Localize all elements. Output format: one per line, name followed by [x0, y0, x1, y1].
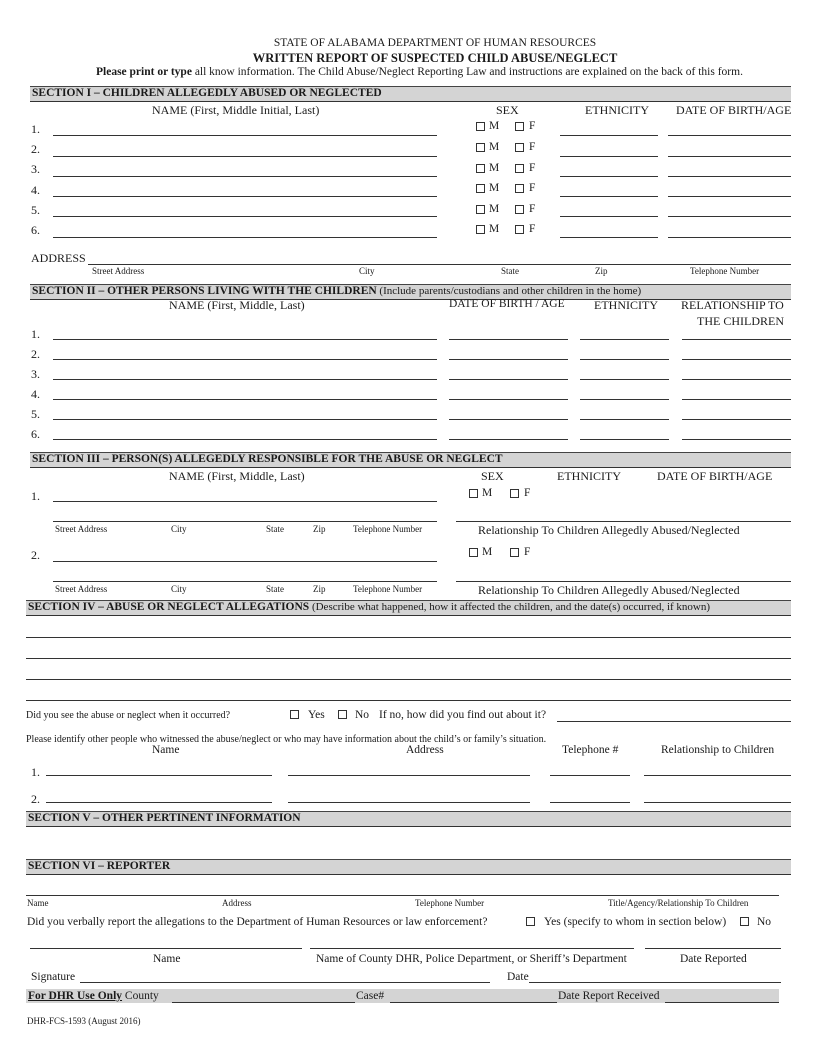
relationship-field[interactable]: [682, 339, 791, 340]
address-part-zip: Zip: [313, 524, 326, 534]
address-part-street: Street Address: [55, 524, 108, 534]
reporter-part-title: Title/Agency/Relationship To Children: [608, 898, 749, 908]
child-name-field[interactable]: [53, 216, 437, 217]
dob-field[interactable]: [449, 419, 568, 420]
s1-col-sex: SEX: [496, 103, 519, 117]
s3-col-sex: SEX: [481, 469, 504, 483]
female-checkbox[interactable]: [515, 205, 524, 214]
section-4-title: [28, 601, 710, 613]
s4-col-name: Name: [152, 744, 180, 756]
female-checkbox[interactable]: [515, 184, 524, 193]
address-part-phone: Telephone Number: [690, 266, 760, 276]
dob-field[interactable]: [668, 196, 791, 197]
dob-field[interactable]: [668, 156, 791, 157]
male-checkbox[interactable]: [476, 122, 485, 131]
male-label: M: [489, 120, 500, 132]
section-2-header: [30, 284, 791, 300]
verbal-yes-label: Yes (specify to whom in section below): [544, 916, 727, 928]
dhr-county-label: County: [122, 990, 159, 1002]
s1-col-name: NAME (First, Middle Initial, Last): [152, 103, 320, 117]
address-part-zip: Zip: [313, 584, 326, 594]
identify-prompt: Please identify other people who witnessed the abuse/neglect or who may have information about the child’s or family’s situation.: [26, 734, 547, 745]
reporter-part-name: Name: [27, 898, 49, 908]
if-no-label: If no, how did you find out about it?: [379, 709, 547, 721]
section-4-title-text: SECTION IV – ABUSE OR NEGLECT ALLEGATIONS: [28, 601, 310, 613]
reporter-info-field[interactable]: [26, 895, 779, 896]
reporter-part-phone: Telephone Number: [415, 898, 485, 908]
witness-yes-checkbox[interactable]: [290, 710, 299, 719]
dob-field[interactable]: [449, 359, 568, 360]
person-name-field[interactable]: [53, 419, 437, 420]
relationship-label: Relationship To Children Allegedly Abused/Neglected: [478, 523, 740, 537]
dob-field[interactable]: [668, 237, 791, 238]
witness-question: Did you see the abuse or neglect when it occurred?: [26, 710, 231, 721]
child-name-field[interactable]: [53, 196, 437, 197]
section-4-subtitle: (Describe what happened, how it affected the children, and the date(s) occurred, if known): [309, 601, 711, 613]
female-checkbox[interactable]: [510, 489, 519, 498]
ethnicity-field[interactable]: [560, 237, 658, 238]
children-address-field[interactable]: [88, 264, 791, 265]
witness-no-checkbox[interactable]: [338, 710, 347, 719]
instructions-bold: Please print or type: [96, 66, 192, 78]
section-1-title: SECTION I – CHILDREN ALLEGEDLY ABUSED OR NEGLECTED: [32, 87, 382, 99]
person-name-field[interactable]: [53, 439, 437, 440]
relationship-field[interactable]: [456, 521, 791, 522]
row-number: 1.: [31, 489, 40, 503]
relationship-label: Relationship To Children Allegedly Abused/Neglected: [478, 583, 740, 597]
agency-name: STATE OF ALABAMA DEPARTMENT OF HUMAN RESOURCES: [273, 37, 597, 49]
male-label: M: [489, 162, 500, 174]
row-number: 1.: [31, 122, 40, 136]
address-part-city: City: [171, 524, 187, 534]
female-label: F: [529, 223, 536, 235]
female-checkbox[interactable]: [515, 225, 524, 234]
dhr-case-label: Case#: [356, 990, 385, 1002]
verbal-no-checkbox[interactable]: [740, 917, 749, 926]
address-part-state: State: [501, 266, 519, 276]
row-number: 1.: [31, 765, 40, 779]
male-checkbox[interactable]: [469, 489, 478, 498]
row-number: 2.: [31, 548, 40, 562]
s2-col-relationship-2: THE CHILDREN: [697, 314, 784, 328]
male-label: M: [489, 223, 500, 235]
s1-col-dob: DATE OF BIRTH/AGE: [676, 103, 792, 117]
male-checkbox[interactable]: [469, 548, 478, 557]
child-name-field[interactable]: [53, 176, 437, 177]
other-info-field[interactable]: [26, 830, 791, 856]
allegation-line-2[interactable]: [26, 658, 791, 659]
witness-relationship-field[interactable]: [644, 802, 791, 803]
dob-field[interactable]: [449, 399, 568, 400]
row-number: 6.: [31, 427, 40, 441]
section-2-title-text: SECTION II – OTHER PERSONS LIVING WITH THE CHILDREN: [32, 285, 377, 297]
verbal-yes-checkbox[interactable]: [526, 917, 535, 926]
row-number: 5.: [31, 407, 40, 421]
section-3-title: SECTION III – PERSON(S) ALLEGEDLY RESPONSIBLE FOR THE ABUSE OR NEGLECT: [32, 453, 503, 465]
address-label: ADDRESS: [31, 251, 86, 265]
dob-field[interactable]: [668, 135, 791, 136]
male-checkbox[interactable]: [476, 184, 485, 193]
female-checkbox[interactable]: [515, 122, 524, 131]
female-checkbox[interactable]: [515, 164, 524, 173]
female-label: F: [524, 546, 531, 558]
s4-col-phone: Telephone #: [562, 744, 619, 756]
person-name-field[interactable]: [53, 399, 437, 400]
dhr-date-received-label: Date Report Received: [558, 990, 660, 1002]
section-4-header: [26, 600, 791, 616]
verbal-report-question: Did you verbally report the allegations to the Department of Human Resources or law enforcement?: [27, 916, 488, 928]
witness-phone-field[interactable]: [550, 802, 630, 803]
child-name-field[interactable]: [53, 237, 437, 238]
allegation-line-4[interactable]: [26, 700, 791, 701]
responsible-address-field[interactable]: [53, 521, 437, 522]
male-label: M: [489, 182, 500, 194]
s2-col-ethnicity: ETHNICITY: [594, 298, 658, 312]
instructions-text: all know information. The Child Abuse/Neglect Reporting Law and instructions are explained on the back of this form.: [191, 66, 743, 78]
address-part-street: Street Address: [55, 584, 108, 594]
witness-address-field[interactable]: [288, 775, 530, 776]
witness-phone-field[interactable]: [550, 775, 630, 776]
witness-yes-label: Yes: [308, 709, 325, 721]
child-name-field[interactable]: [53, 156, 437, 157]
male-checkbox[interactable]: [476, 164, 485, 173]
male-checkbox[interactable]: [476, 143, 485, 152]
verbal-agency-field[interactable]: [310, 948, 634, 949]
female-label: F: [529, 203, 536, 215]
row-number: 3.: [31, 367, 40, 381]
dob-field[interactable]: [449, 439, 568, 440]
person-name-field[interactable]: [53, 339, 437, 340]
section-5-title: SECTION V – OTHER PERTINENT INFORMATION: [28, 812, 301, 824]
ethnicity-field[interactable]: [580, 419, 669, 420]
address-part-state: State: [266, 524, 284, 534]
ethnicity-field[interactable]: [560, 156, 658, 157]
section-6-title: SECTION VI – REPORTER: [28, 860, 171, 872]
female-label: F: [529, 141, 536, 153]
row-number: 1.: [31, 327, 40, 341]
signature-label: Signature: [31, 971, 76, 983]
witness-no-label: No: [355, 709, 370, 721]
male-label: M: [489, 141, 500, 153]
dob-field[interactable]: [449, 379, 568, 380]
ethnicity-field[interactable]: [560, 196, 658, 197]
row-number: 3.: [31, 162, 40, 176]
ethnicity-field[interactable]: [580, 439, 669, 440]
verbal-no-label: No: [757, 916, 772, 928]
verbal-date-field[interactable]: [645, 948, 781, 949]
dhr-county-field[interactable]: [172, 1002, 355, 1003]
row-number: 4.: [31, 183, 40, 197]
ethnicity-field[interactable]: [580, 379, 669, 380]
person-name-field[interactable]: [53, 379, 437, 380]
signature-date-field[interactable]: [529, 982, 781, 983]
female-label: F: [529, 182, 536, 194]
ethnicity-field[interactable]: [580, 399, 669, 400]
male-checkbox[interactable]: [476, 205, 485, 214]
section-1-header: [30, 86, 791, 102]
witness-name-field[interactable]: [46, 802, 272, 803]
verbal-col-agency: Name of County DHR, Police Department, or Sheriff’s Department: [316, 953, 627, 965]
male-label: M: [489, 203, 500, 215]
responsible-name-field[interactable]: [53, 501, 437, 502]
ethnicity-field[interactable]: [560, 135, 658, 136]
section-6-header: [26, 859, 791, 875]
verbal-col-date: Date Reported: [680, 953, 747, 965]
s2-col-name: NAME (First, Middle, Last): [169, 298, 305, 312]
female-checkbox[interactable]: [510, 548, 519, 557]
s4-col-address: Address: [406, 744, 444, 756]
s2-col-relationship-1: RELATIONSHIP TO: [681, 298, 784, 312]
section-3-header: [30, 452, 791, 468]
form-id: DHR-FCS-1593 (August 2016): [27, 1016, 141, 1026]
row-number: 2.: [31, 142, 40, 156]
date-label: Date: [507, 971, 529, 983]
relationship-field[interactable]: [682, 419, 791, 420]
verbal-col-name: Name: [153, 953, 181, 965]
dob-field[interactable]: [449, 339, 568, 340]
instructions: [96, 66, 743, 78]
witness-relationship-field[interactable]: [644, 775, 791, 776]
verbal-name-field[interactable]: [30, 948, 302, 949]
allegation-line-1[interactable]: [26, 637, 791, 638]
male-label: M: [482, 487, 493, 499]
relationship-field[interactable]: [682, 399, 791, 400]
child-name-field[interactable]: [53, 135, 437, 136]
address-part-state: State: [266, 584, 284, 594]
relationship-field[interactable]: [456, 581, 791, 582]
ethnicity-field[interactable]: [560, 216, 658, 217]
dob-field[interactable]: [668, 216, 791, 217]
female-checkbox[interactable]: [515, 143, 524, 152]
male-checkbox[interactable]: [476, 225, 485, 234]
section-2-subtitle: (Include parents/custodians and other children in the home): [376, 285, 642, 297]
ethnicity-field[interactable]: [580, 359, 669, 360]
female-label: F: [529, 120, 536, 132]
row-number: 2.: [31, 792, 40, 806]
male-label: M: [482, 546, 493, 558]
address-part-street: Street Address: [92, 266, 145, 276]
row-number: 6.: [31, 223, 40, 237]
ethnicity-field[interactable]: [580, 339, 669, 340]
responsible-name-field[interactable]: [53, 561, 437, 562]
s4-col-relationship: Relationship to Children: [661, 744, 775, 756]
female-label: F: [524, 487, 531, 499]
relationship-field[interactable]: [682, 439, 791, 440]
address-part-phone: Telephone Number: [353, 524, 423, 534]
dhr-date-received-field[interactable]: [665, 1002, 779, 1003]
address-part-phone: Telephone Number: [353, 584, 423, 594]
witness-address-field[interactable]: [288, 802, 530, 803]
row-number: 5.: [31, 203, 40, 217]
row-number: 2.: [31, 347, 40, 361]
ethnicity-field[interactable]: [560, 176, 658, 177]
signature-field[interactable]: [80, 982, 490, 983]
female-label: F: [529, 162, 536, 174]
dhr-use-label-group: [28, 990, 159, 1002]
reporter-part-address: Address: [222, 898, 252, 908]
address-part-city: City: [171, 584, 187, 594]
dob-field[interactable]: [668, 176, 791, 177]
address-part-city: City: [359, 266, 375, 276]
allegation-line-3[interactable]: [26, 679, 791, 680]
relationship-field[interactable]: [682, 359, 791, 360]
s3-col-name: NAME (First, Middle, Last): [169, 469, 305, 483]
form-title: WRITTEN REPORT OF SUSPECTED CHILD ABUSE/NEGLECT: [252, 51, 618, 65]
s3-col-dob: DATE OF BIRTH/AGE: [657, 469, 773, 483]
relationship-field[interactable]: [682, 379, 791, 380]
s2-col-dob: DATE OF BIRTH / AGE: [449, 298, 565, 310]
s3-col-ethnicity: ETHNICITY: [557, 469, 621, 483]
dhr-use-label: For DHR Use Only: [28, 990, 123, 1002]
responsible-address-field[interactable]: [53, 581, 437, 582]
person-name-field[interactable]: [53, 359, 437, 360]
section-5-header: [26, 811, 791, 827]
s1-col-ethnicity: ETHNICITY: [585, 103, 649, 117]
witness-name-field[interactable]: [46, 775, 272, 776]
how-found-out-field[interactable]: [557, 721, 791, 722]
address-part-zip: Zip: [595, 266, 608, 276]
dhr-case-field[interactable]: [390, 1002, 557, 1003]
row-number: 4.: [31, 387, 40, 401]
section-2-title: [32, 285, 641, 297]
